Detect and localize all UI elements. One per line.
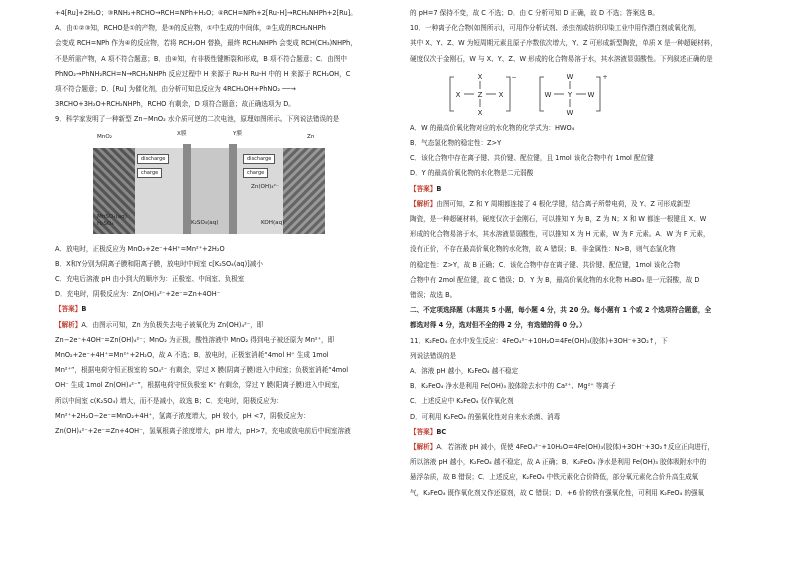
question-10-stem: 10．一种离子化合物(如图所示)，可用作分析试剂、杀虫剂或纺织印染工业中用作漂白剂或氧化剂，	[410, 24, 701, 33]
analysis-line	[55, 318, 390, 333]
svg-text:W: W	[587, 90, 595, 99]
analysis-line: Zn(OH)₄²⁻+2e⁻=Zn+4OH⁻，氢氧根离子浓度增大，pH 增大，pH>7，充电或放电前后中间室溶液	[55, 427, 351, 436]
section-title: 二、不定项选择题（本题共 5 小题，每小题 4 分，共 20 分。每小题有 1 个或 2 个选项符合题意，全	[410, 306, 712, 315]
analysis-line	[410, 197, 746, 212]
option-a: A．放电时，正极反应为 MnO₂+2e⁻+4H⁺=Mn²⁺+2H₂O	[55, 244, 225, 253]
analysis-line: 悬浮杂质，故 B 错误；C．上述反应，K₂FeO₄ 中铁元素化合价降低，部分氧元素化合价升高生成氧	[410, 473, 699, 482]
x-membrane	[183, 144, 191, 234]
answer-label: 【答案】	[55, 305, 82, 314]
analysis-line: Mn²⁺”，根据电荷守恒正极室的 SO₄²⁻ 有剩余，穿过 X 膜(阴离子膜)进入中间室；负极室消耗“4mol	[55, 366, 349, 375]
option-c: C．充电后溶液 pH 由小到大的顺序为：正极室、中间室、负极室	[55, 275, 245, 284]
answer-label: 【答案】	[410, 427, 437, 436]
text-line: PhNO₂→PhNH₂RCH=N→RCH₂NHPh 反应过程中 H 来源于 Ru-H Ru-H 中的 H 来源于 RCH₂OH，C	[55, 69, 351, 78]
answer-value: B	[81, 305, 87, 314]
svg-text:W: W	[566, 72, 574, 81]
zincate-label: Zn(OH)₄²⁻	[251, 183, 279, 190]
text-line: 列说法错误的是	[410, 351, 457, 360]
text-line: 会变成 RCH=NPh 作为④的反应物，若将 RCH₂OH 替换，最终 RCH₂NHPh 会变成 RCH(CH₃)NHPh，	[55, 39, 357, 48]
text-line: 的 pH=7 保持不变，故 C 不选；D．由 C 分析可知 D 正确，故 D 不选；答案选 B。	[410, 9, 659, 17]
answer-line	[410, 182, 746, 197]
analysis-text: A．若溶液 pH 减小，促使 4FeO₄²⁻+10H₂O=4Fe(OH)₃(胶体)+3OH⁻+3O₂↑反应正向进行，	[436, 443, 715, 452]
text-line: 不是所需产物，A 项不符合题意；B．由④知，有非极性键断裂和形成，B 项不符合题意；C．由图中	[55, 54, 348, 63]
analysis-line: 形成的化合物易溶于水，其水溶液显弱酸性，可以推知 X 为 H 元素，W 为 F 元素。A．W 为 F 元素，	[410, 230, 710, 239]
text-line: 硬度仅次于金刚石，W 与 X、Y、Z、W 形成的化合物易溶于水，其水溶液显弱酸性。下列叙述正确的是	[410, 54, 713, 63]
option-a: A．W 的最高价氧化物对应的水化物的化学式为：HWO₄	[410, 123, 575, 132]
svg-text:+: +	[602, 73, 608, 81]
right-solution-label: KOH(aq)	[261, 219, 285, 226]
ionic-structure	[440, 69, 640, 119]
analysis-line	[410, 440, 746, 455]
analysis-line: 错误；故选 B。	[410, 291, 457, 300]
charge-arrow-left: charge	[137, 168, 162, 178]
svg-text:X: X	[455, 90, 461, 99]
analysis-line: 合物中有 2mol 配位键，故 C 错误；D．Y 为 B，最高价氧化物的水化物 H₃BO₃ 是一元弱酸，故 D	[410, 275, 700, 284]
text-line: 其中 X、Y、Z、W 为短周期元素且原子序数依次增大，Y、Z 可形成新型陶瓷，单质 X 是一种超硬材料，	[410, 39, 717, 48]
text-line: 3RCHO+3H₂O+RCH₂NHPh，RCHO 有剩余，D 项符合题意；故正确选项为 D。	[55, 100, 295, 109]
discharge-arrow-left: discharge	[137, 154, 169, 164]
question-9-stem: 9．科学家发明了一种新型 Zn−MnO₂ 水介质可逆的二次电池，原理如图所示。下列说法错误的是	[55, 115, 340, 124]
svg-text:X: X	[498, 90, 504, 99]
analysis-label: 【解析】	[55, 320, 82, 329]
option-c: C．上述反应中 K₂FeO₄ 仅作氧化剂	[410, 397, 514, 406]
answer-label: 【答案】	[410, 184, 437, 193]
analysis-line: 所以溶液 pH 越小，K₂FeO₄ 越不稳定，故 A 正确；B．K₂FeO₄ 净水是利用 Fe(OH)₃ 胶体吸附水中的	[410, 458, 707, 467]
middle-solution-label: K₂SO₄(aq)	[191, 219, 219, 226]
analysis-line: 的稳定性：Z>Y，故 B 正确；C．该化合物中存在离子键、共价键、配位键，1mol 该化合物	[410, 260, 681, 269]
analysis-text: A．由图示可知，Zn 为负极失去电子被氧化为 Zn(OH)₄²⁻，即	[81, 320, 264, 329]
structure-svg	[440, 69, 640, 119]
discharge-arrow-right: discharge	[243, 154, 275, 164]
charge-arrow-right: charge	[243, 168, 268, 178]
left-column	[55, 6, 390, 439]
right-column	[410, 6, 746, 501]
answer-value: BC	[436, 427, 447, 436]
svg-text:X: X	[477, 108, 483, 117]
text-line: 项不符合题意；D．[Ru] 为催化剂，由分析可知总反应为 4RCH₂OH+PhNO₂ ──→	[55, 85, 296, 94]
option-b: B．K₂FeO₄ 净水是利用 Fe(OH)₃ 胶体除去水中的 Ca²⁺、Mg²⁺ 等离子	[410, 382, 616, 391]
analysis-label: 【解析】	[410, 199, 437, 208]
option-d: D．Y 的最高价氧化物的水化物是二元弱酸	[410, 169, 534, 178]
question-11-stem: 11．K₂FeO₄ 在水中发生反应：4FeO₄²⁻+10H₂O=4Fe(OH)₃(胶体)+3OH⁻+3O₂↑，下	[410, 336, 668, 345]
analysis-line: Zn−2e⁻+4OH⁻=Zn(OH)₄²⁻；MnO₂ 为正极，酸性溶液中 MnO₂ 得到电子被还原为 Mn²⁺，即	[55, 335, 335, 344]
option-d: D．充电时，阴极反应为：Zn(OH)₄²⁻+2e⁻=Zn+4OH⁻	[55, 290, 221, 299]
section-title-cont: 都选对得 4 分，选对但不全的得 2 分，有选错的得 0 分。）	[410, 321, 586, 330]
analysis-line: 所以中间室 c(K₂SO₄) 增大，而不是减小，故选 B；C．充电时，阳极反应为：	[55, 396, 283, 405]
zn-electrode	[283, 148, 325, 234]
analysis-line: Mn²⁺+2H₂O−2e⁻=MnO₂+4H⁺，氢离子浓度增大，pH 较小，pH <7，阴极反应为：	[55, 411, 310, 420]
option-a: A．溶液 pH 越小，K₂FeO₄ 越不稳定	[410, 367, 519, 376]
svg-text:Z: Z	[477, 90, 483, 99]
x-membrane-label: X膜	[177, 130, 187, 137]
mno2-label: MnO₂	[97, 133, 113, 140]
zn-label: Zn	[307, 133, 315, 140]
battery-diagram	[93, 130, 325, 238]
svg-text:X: X	[477, 72, 483, 81]
option-b: B．气态氢化物的稳定性：Z>Y	[410, 139, 502, 148]
analysis-line: 陶瓷，是一种超硬材料，硬度仅次于金刚石，可以推知 Y 为 B，Z 为 N；X 和 W 都连一根键且 X、W	[410, 215, 707, 224]
y-membrane-label: Y膜	[233, 130, 243, 137]
svg-text:Y: Y	[567, 90, 573, 99]
svg-text:W: W	[544, 90, 552, 99]
text-line: +4[Ru]+2H₂O；③RNH₂+RCHO→RCH=NPh+H₂O；④RCH=NPh+2[Ru-H]→RCH₂NHPh+2[Ru]。	[55, 9, 357, 17]
answer-line	[55, 302, 390, 317]
analysis-label: 【解析】	[410, 443, 437, 452]
analysis-line: OH⁻ 生成 1mol Zn(OH)₄²⁻”，根据电荷守恒负极室 K⁺ 有剩余，穿过 Y 膜(阳离子膜)进入中间室，	[55, 381, 345, 390]
option-b: B．X和Y分别为阴离子膜和阳离子膜，放电时中间室 c[K₂SO₄(aq)]减小	[55, 259, 263, 268]
analysis-line: 气，K₂FeO₄ 既作氧化剂又作还原剂，故 C 错误；D．+6 价的铁有强氧化性，可利用 K₂FeO₄ 的强氧	[410, 488, 705, 497]
option-d: D．可利用 K₂FeO₄ 的强氧化性对自来水杀菌、消毒	[410, 412, 561, 421]
y-membrane	[229, 144, 237, 234]
analysis-text: 由图可知，Z 和 Y 周期都连接了 4 根化学键，结合离子所带电荷，及 Y、Z 可形成新型	[436, 199, 690, 208]
svg-text:W: W	[566, 108, 574, 117]
analysis-line: MnO₂+2e⁻+4H⁺=Mn²⁺+2H₂O，故 A 不选；B．放电时，正极室消耗“4mol H⁺ 生成 1mol	[55, 351, 329, 360]
answer-value: B	[436, 184, 442, 193]
left-solution-label: MnSO₄(aq) H₂SO₄	[97, 213, 127, 227]
analysis-line: 没有正价，不存在最高价氧化物的水化物，故 A 错误；B．非金属性：N>B，则气态氢化物	[410, 245, 676, 254]
text-line: A．由①②③知，RCHO是①的产物，是③的反应物，①中生成的中间体，②生成的RCH₂NHPh	[55, 24, 326, 33]
option-c: C．该化合物中存在离子键、共价键、配位键，且 1mol 该化合物中有 1mol 配位键	[410, 154, 654, 163]
svg-text:−: −	[511, 73, 517, 81]
answer-line	[410, 425, 746, 440]
